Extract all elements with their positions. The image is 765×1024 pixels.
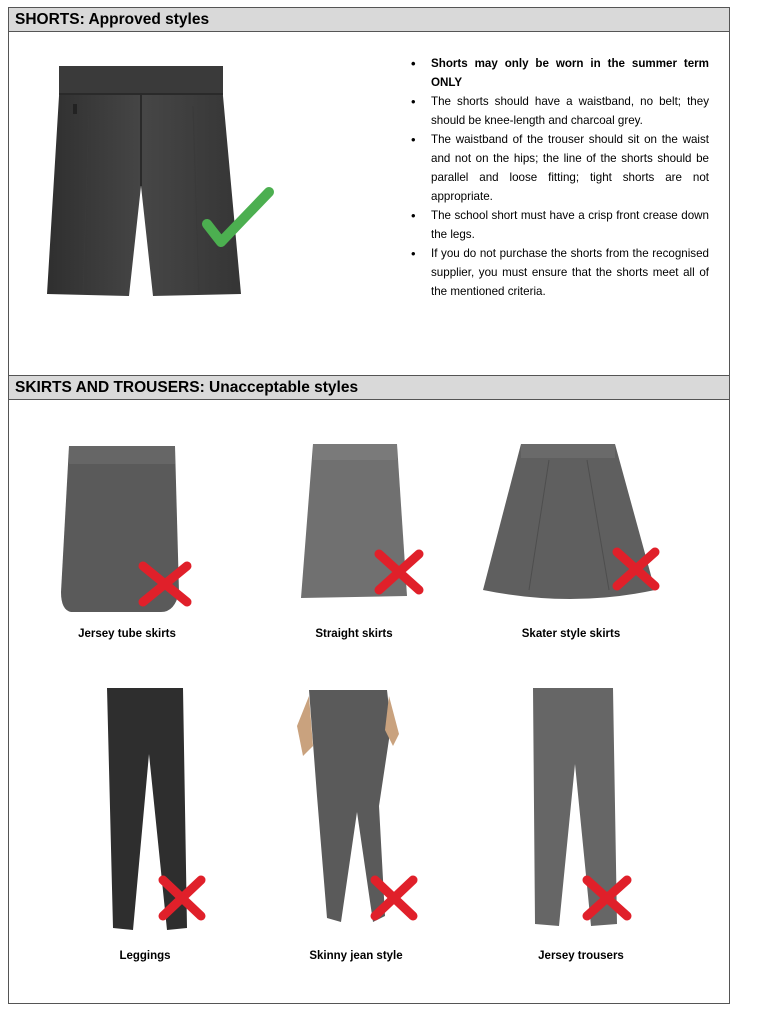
shorts-rule: • The school short must have a crisp front crease down the legs. bbox=[401, 206, 709, 244]
shorts-rule: • The shorts should have a waistband, no belt; they should be knee-length and charcoal grey. bbox=[401, 92, 709, 130]
item-caption: Jersey tube skirts bbox=[78, 628, 176, 640]
shorts-rule: • The waistband of the trouser should sit on the waist and not on the hips; the line of the shorts should be parallel and loose fitting; tight shorts are not appropriate. bbox=[401, 130, 709, 206]
skirts-trousers-section bbox=[8, 375, 730, 1004]
shorts-section bbox=[8, 7, 730, 376]
shorts-rule: • If you do not purchase the shorts from the recognised supplier, you must ensure that the shorts meet all of the mentioned criteria. bbox=[401, 244, 709, 301]
shorts-rule: • Shorts may only be worn in the summer term ONLY bbox=[401, 54, 709, 92]
jersey-tube-skirt-image bbox=[57, 442, 197, 614]
skirts-section-header: SKIRTS AND TROUSERS: Unacceptable styles bbox=[9, 376, 729, 400]
item-caption: Skinny jean style bbox=[309, 950, 403, 962]
skater-skirt-image bbox=[479, 440, 663, 604]
shorts-rules-list bbox=[401, 54, 709, 301]
leggings-image bbox=[93, 684, 209, 938]
straight-skirt-image bbox=[289, 440, 429, 604]
approved-shorts-image bbox=[43, 66, 283, 302]
skinny-jean-style-image bbox=[293, 686, 427, 930]
item-caption: Skater style skirts bbox=[521, 628, 621, 640]
item-caption: Leggings bbox=[119, 950, 171, 962]
shorts-section-header: SHORTS: Approved styles bbox=[9, 8, 729, 32]
item-caption: Straight skirts bbox=[315, 628, 393, 640]
item-caption: Jersey trousers bbox=[538, 950, 624, 962]
jersey-trousers-image bbox=[521, 684, 641, 936]
